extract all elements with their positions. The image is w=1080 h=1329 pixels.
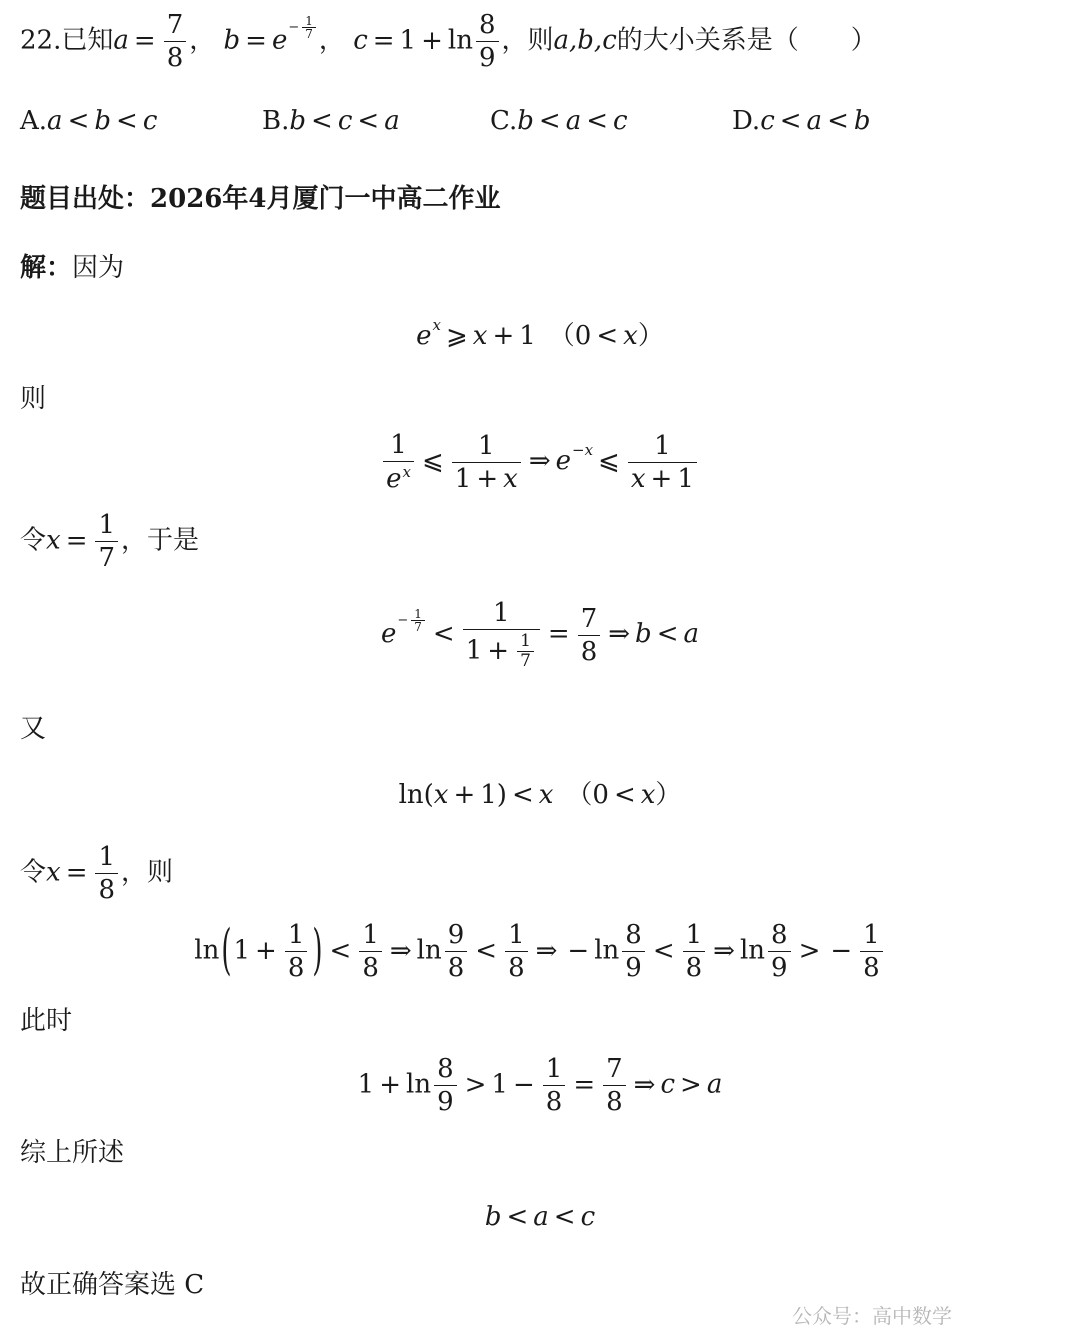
text-again: 又 xyxy=(20,714,47,744)
problem-stem: 22.已知a = $\frac{7}{8}$ ， $b = e^{- \frac{1}{7}}$ ， c = 1 + ln $\frac{8}{9}$ ，则a,b,c的大小关系是（ ） xyxy=(20,10,877,73)
source-line: 题目出处：2026年4月厦门一中高二作业 xyxy=(20,184,501,214)
option-b: B.b < c < a xyxy=(262,106,400,136)
text-summary: 综上所述 xyxy=(20,1138,125,1168)
text-conclusion: 故正确答案选 C xyxy=(20,1270,205,1300)
formula-reciprocal: $\frac{1}{e^x}$ ⩽ $\frac{1}{1 + x}$ ⇒ $e^{-x}$ ⩽ $\frac{1}{x + 1}$ xyxy=(0,432,1080,492)
formula-log-inequality: ln(x + 1) < x （0 < x） xyxy=(398,780,682,810)
formula-b-less-a: $e^{- \frac{1}{7}}$ < 1 1 + $\frac{1}{7}$ = $\frac{7}{8}$ ⇒ b < a xyxy=(380,598,699,671)
stem-intro: 已知 xyxy=(61,25,114,56)
option-a: A.a < b < c xyxy=(20,106,158,136)
stem-tail: ，则 xyxy=(501,25,554,56)
stem-end: 的大小关系是（ ） xyxy=(616,25,877,56)
option-d: D.c < a < b xyxy=(732,106,871,136)
c-fraction: $\frac{8}{9}$ xyxy=(476,12,499,71)
text-then: 则 xyxy=(20,384,47,414)
formula-log-chain: ln(1 + $\frac{1}{8}$ ) < $\frac{1}{8}$ ⇒ ln $\frac{9}{8}$ < $\frac{1}{8}$ ⇒ − ln $\frac{8}{9}$ < $\frac{1}{8}$ ⇒ ln $\frac{8}{9}$ > − $\frac{1}{8}$ xyxy=(0,922,1080,981)
formula-exp-inequality: $e^x$ ⩾ x + 1 （0 < x） xyxy=(416,316,664,351)
let-x-seventh: 令x = $\frac{1}{7}$ ，于是 xyxy=(20,510,200,573)
text-now: 此时 xyxy=(20,1006,73,1036)
formula-c-greater-a: 1 + ln $\frac{8}{9}$ > 1 − $\frac{1}{8}$ = $\frac{7}{8}$ ⇒ c > a xyxy=(357,1054,723,1117)
problem-number: 22. xyxy=(20,25,62,56)
stem-vars: a,b,c xyxy=(553,25,617,56)
a-fraction: $\frac{7}{8}$ xyxy=(164,12,187,71)
solution-intro: 解：因为 xyxy=(20,253,125,283)
option-c: C.b < a < c xyxy=(490,106,628,136)
watermark: 公众号：高中数学 xyxy=(792,1304,952,1328)
let-x-eighth: 令x = $\frac{1}{8}$ ，则 xyxy=(20,842,174,905)
formula-final-order: b < a < c xyxy=(484,1202,596,1232)
